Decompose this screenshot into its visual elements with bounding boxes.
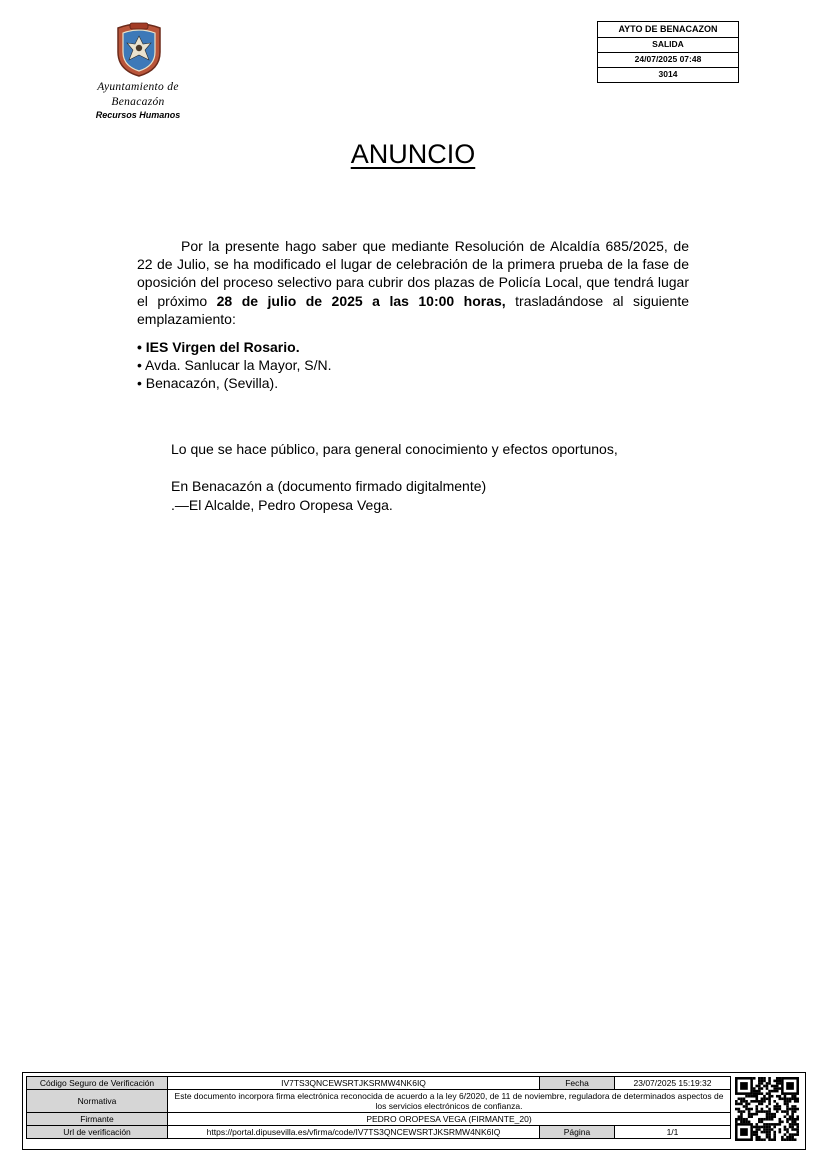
organization-name-line2: Benacazón xyxy=(111,96,165,108)
url-value[interactable]: https://portal.dipusevilla.es/vfirma/code/IV7TS3QNCEWSRTJKSRMW4NK6IQ xyxy=(168,1126,540,1139)
firmante-label: Firmante xyxy=(27,1113,168,1126)
stamp-number: 3014 xyxy=(598,67,738,82)
table-row xyxy=(27,1090,731,1113)
location-town: • Benacazón, (Sevilla). xyxy=(137,375,279,391)
registry-stamp xyxy=(597,21,739,83)
paragraph-text-1: Por la presente hago saber que mediante Resolución de Alcaldía 685/2025, de 22 de Julio, se ha modificado el lugar de celebración de la primera prueba de la fase de oposición del proceso selectivo para cubrir dos plazas de Policía Local, que tendrá lugar el próximo xyxy=(137,238,689,309)
table-row xyxy=(27,1077,731,1090)
organization-name-line1: Ayuntamiento de xyxy=(97,81,179,93)
place-date-line: En Benacazón a (documento firmado digitalmente) xyxy=(171,478,487,494)
location-address: • Avda. Sanlucar la Mayor, S/N. xyxy=(137,357,332,373)
verification-table xyxy=(26,1076,731,1139)
paragraph-date-highlight: 28 de julio de 2025 a las 10:00 horas, xyxy=(216,292,506,309)
verification-footer xyxy=(22,1072,806,1150)
document-title: ANUNCIO xyxy=(350,139,476,169)
csv-value: IV7TS3QNCEWSRTJKSRMW4NK6IQ xyxy=(168,1077,540,1090)
stamp-type: SALIDA xyxy=(598,37,738,52)
announcement-paragraph xyxy=(137,237,689,328)
stamp-entity: AYTO DE BENACAZON xyxy=(618,24,718,34)
pagina-label: Página xyxy=(540,1126,615,1139)
table-row xyxy=(27,1113,731,1126)
closing-statement: Lo que se hace público, para general conocimiento y efectos oportunos, xyxy=(171,441,618,457)
pagina-value: 1/1 xyxy=(615,1126,731,1139)
fecha-value: 23/07/2025 15:19:32 xyxy=(615,1077,731,1090)
department-name: Recursos Humanos xyxy=(95,110,181,120)
table-row xyxy=(27,1126,731,1139)
organization-name xyxy=(62,80,214,110)
municipal-coat-of-arms-icon xyxy=(112,22,166,78)
paragraph-text-2: trasladándose al siguiente emplazamiento: xyxy=(137,292,690,327)
csv-label: Código Seguro de Verificación xyxy=(27,1077,168,1090)
fecha-label: Fecha xyxy=(540,1077,615,1090)
location-venue: • IES Virgen del Rosario. xyxy=(137,339,300,355)
normativa-label: Normativa xyxy=(27,1090,168,1113)
stamp-datetime: 24/07/2025 07:48 xyxy=(598,52,738,67)
firmante-value: PEDRO OROPESA VEGA (FIRMANTE_20) xyxy=(168,1113,731,1126)
qr-code-icon xyxy=(735,1077,799,1141)
signature-line: .—El Alcalde, Pedro Oropesa Vega. xyxy=(171,497,393,513)
normativa-value: Este documento incorpora firma electrónica reconocida de acuerdo a la ley 6/2020, de 11 de noviembre, reguladora de determinados aspectos de los servicios electrónicos de confianza. xyxy=(168,1090,731,1113)
url-label: Url de verificación xyxy=(27,1126,168,1139)
